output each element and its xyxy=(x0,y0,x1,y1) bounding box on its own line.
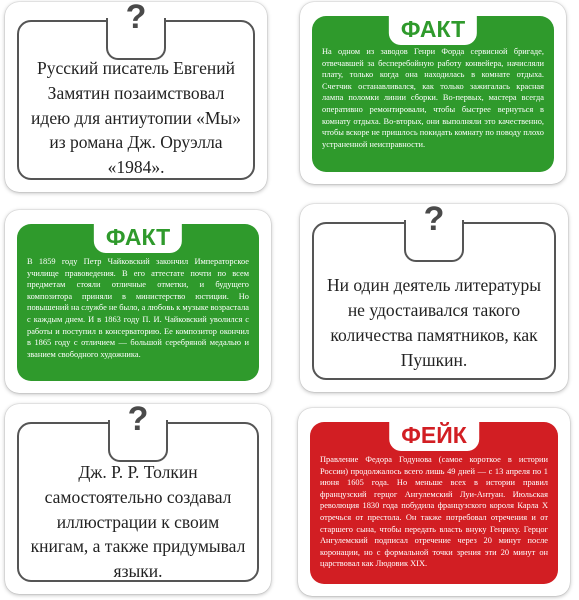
question-card-pushkin xyxy=(300,204,568,392)
question-mark-icon: ? xyxy=(423,204,445,238)
card-panel xyxy=(312,16,554,172)
question-mark-icon: ? xyxy=(127,404,149,438)
card-text: Дж. Р. Р. Толкин самостоятельно создавал иллюстрации к своим книгам, а также придумывал языки. xyxy=(30,461,246,582)
card-text: Правление Федора Годунова (самое короткое в истории России) продолжалось всего лишь 49 дней — с 13 апреля по 1 июня 1605 года. Но меньше всех в истории правил французский герцог Ангулемский Луи-Антуан. Июльская революция 1830 года побудила французского короля Карла X отречься от престола. Он также потребовал отречения и от старшего сына, чтобы передать власть внуку Генриху. Герцог Ангулемский подписал отречение через 20 минут после коронации, но с формальной точки зрения эти 20 минут он царствовал как Людовик XIX. xyxy=(320,455,548,569)
card-label: ФАКТ xyxy=(389,14,477,45)
fact-card-tchaikovsky xyxy=(5,210,271,393)
fact-card-ford xyxy=(300,2,566,184)
card-text: Русский писатель Евгений Замятин позаимствовал идею для антиутопии «Мы» из романа Дж. Оруэлла «1984». xyxy=(31,57,241,178)
card-text: Ни один деятель литературы не удостаивался такого количества памятников, как Пушкин. xyxy=(326,275,542,370)
fake-card-godunov xyxy=(298,408,570,596)
question-card-tolkien xyxy=(5,404,271,594)
card-text: В 1859 году Петр Чайковский закончил Императорское училище правоведения. В его аттестате почти по всем предметам стояли отличные отметки, и будущего композитора приняли в министерство юстиции. Но повышений на службе не было, а любовь к музыке возрастала с каждым днем. И в 1863 году П. И. Чайковский уволился с работы и поступил в консерваторию. Ее композитор окончил в 1865 году с отличием — большой серебряной медалью и званием свободного художника. xyxy=(27,257,249,359)
question-card-zamyatin xyxy=(5,2,267,192)
card-panel xyxy=(310,422,558,584)
card-panel xyxy=(17,224,259,381)
card-label: ФАКТ xyxy=(94,222,182,253)
question-mark-icon: ? xyxy=(125,2,147,36)
card-label: ФЕЙК xyxy=(389,420,479,451)
card-text: На одном из заводов Генри Форда сервисной бригаде, отвечавшей за бесперебойную работу конвейера, начисляли плату, только когда она находилась в комнате отдыха. Счетчик останавливался, как только зажигалась красная лампа поломки линии сборки. Во-первых, мастера всегда оперативно ремонтировали, чтобы быстрее вернуться в комнату отдыха. Во-вторых, они выполняли это качественно, чтобы вскоре не пришлось покидать комнату по поводу плохо устраненной неисправности. xyxy=(322,47,544,149)
